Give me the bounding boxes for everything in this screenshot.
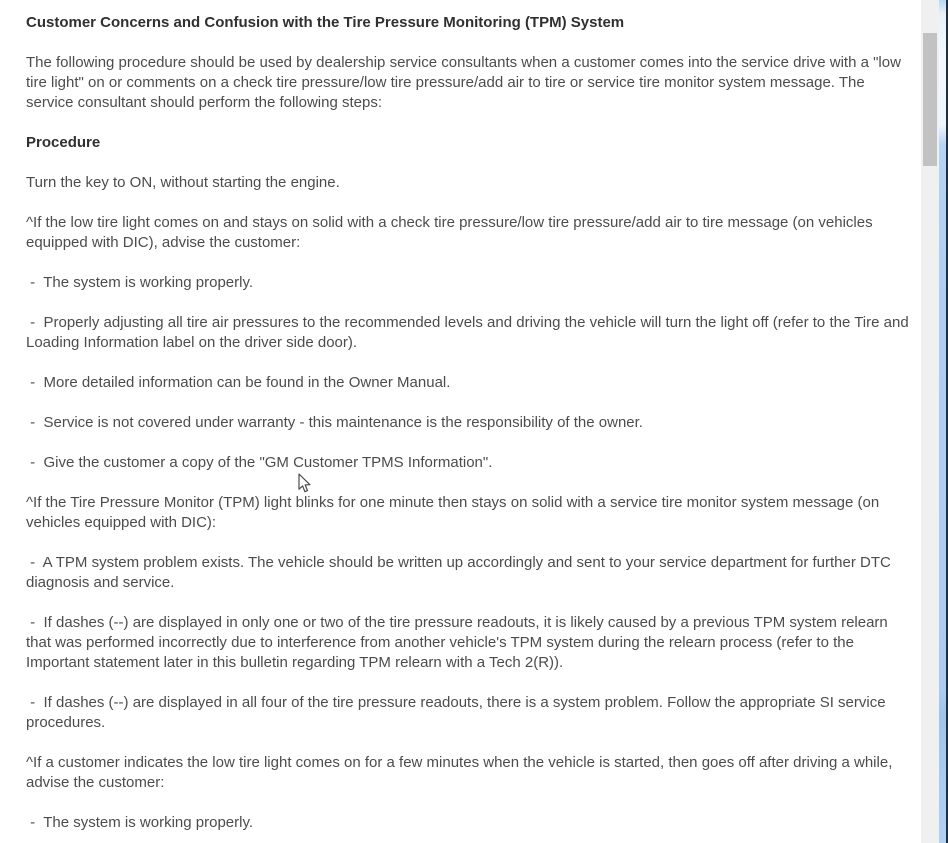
section-heading: Procedure — [26, 134, 101, 151]
document-scrollbar-track[interactable] — [921, 0, 939, 843]
paragraph: The following procedure should be used by dealership service consultants when a customer comes into the service drive with a "low tire light" on or comments on a check tire pressure/low tire pressure/add air to tire or service tire monitor system message. The service consultant should perform the following steps: — [26, 54, 906, 111]
outer-window-scrollbar-strip — [939, 0, 946, 843]
bullet-item: - If dashes (--) are displayed in only one or two of the tire pressure readouts, it is likely caused by a previous TPM system relearn that was performed incorrectly due to interference from another vehicle's TPM system during the relearn process (refer to the Important statement later in this bulletin regarding TPM relearn with a Tech 2(R)). — [26, 614, 892, 671]
paragraph: Turn the key to ON, without starting the engine. — [26, 174, 340, 191]
bullet-item: - Give the customer a copy of the "GM Customer TPMS Information". — [26, 454, 493, 471]
paragraph: ^If a customer indicates the low tire light comes on for a few minutes when the vehicle is started, then goes off after driving a while, advise the customer: — [26, 754, 897, 791]
bullet-item: - A TPM system problem exists. The vehicle should be written up accordingly and sent to your service department for further DTC diagnosis and service. — [26, 554, 896, 591]
paragraph: ^If the Tire Pressure Monitor (TPM) light blinks for one minute then stays on solid with a service tire monitor system message (on vehicles equipped with DIC): — [26, 494, 884, 531]
bullet-item: - If dashes (--) are displayed in all four of the tire pressure readouts, there is a system problem. Follow the appropriate SI service procedures. — [26, 694, 890, 731]
bullet-item: - The system is working properly. — [26, 814, 254, 831]
bullet-item: - The system is working properly. — [26, 274, 254, 291]
document-body — [26, 13, 912, 843]
bullet-item: - Properly adjusting all tire air pressures to the recommended levels and driving the vehicle will turn the light off (refer to the Tire and Loading Information label on the driver side door). — [26, 314, 913, 351]
bullet-item: - Service is not covered under warranty - this maintenance is the responsibility of the owner. — [26, 414, 643, 431]
document-scrollbar-thumb[interactable] — [923, 33, 937, 166]
document-title: Customer Concerns and Confusion with the Tire Pressure Monitoring (TPM) System — [26, 14, 625, 31]
paragraph: ^If the low tire light comes on and stays on solid with a check tire pressure/low tire pressure/add air to tire message (on vehicles equipped with DIC), advise the customer: — [26, 214, 877, 251]
bullet-item: - More detailed information can be found in the Owner Manual. — [26, 374, 451, 391]
